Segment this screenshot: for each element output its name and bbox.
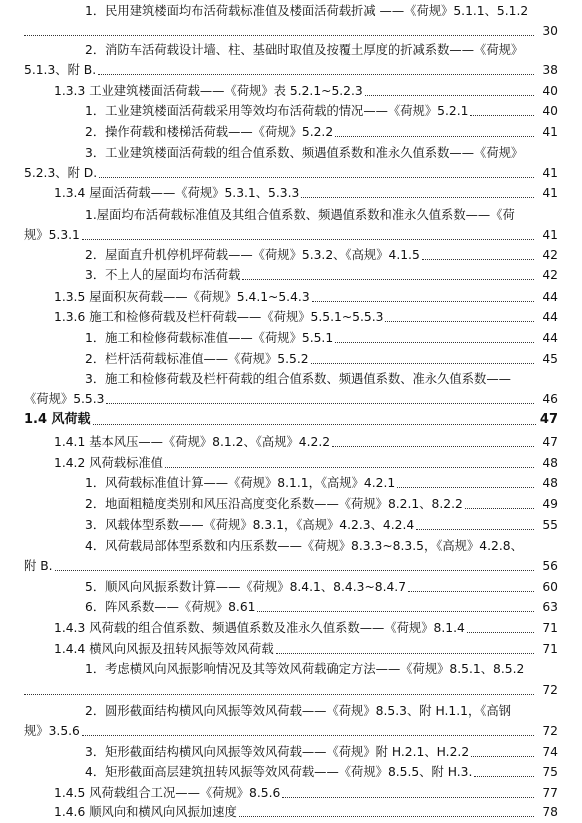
toc-page-number: 42: [542, 268, 558, 282]
toc-entry-text: 1.3.5 屋面积灰荷载——《荷规》5.4.1~5.4.3: [54, 290, 310, 304]
dot-leader: [82, 735, 534, 736]
dot-leader: [365, 95, 534, 96]
toc-entry-text: 2．屋面直升机停机坪荷载——《荷规》5.3.2、《高规》4.1.5: [85, 248, 420, 262]
dot-leader: [311, 363, 534, 364]
toc-entry-text: 1．工业建筑楼面活荷载采用等效均布活荷载的情况——《荷规》5.2.1: [85, 104, 469, 118]
dot-leader: [465, 508, 534, 509]
dot-leader: [471, 756, 534, 757]
toc-entry-text: 3．风载体型系数——《荷规》8.3.1，《高规》4.2.3、4.2.4: [85, 518, 415, 532]
toc-entry-text: 3．工业建筑楼面活荷载的组合值系数、频遇值系数和准永久值系数——《荷规》: [85, 146, 524, 160]
toc-entry-text: 2．地面粗糙度类别和风压沿高度变化系数——《荷规》8.2.1、8.2.2: [85, 497, 463, 511]
toc-entry[interactable]: [0, 306, 582, 328]
toc-entry[interactable]: [0, 182, 582, 204]
toc-page-number: 72: [542, 683, 558, 697]
toc-entry[interactable]: [0, 761, 582, 783]
dot-leader: [335, 136, 534, 137]
toc-entry[interactable]: [0, 638, 582, 660]
toc-entry[interactable]: [0, 0, 582, 22]
toc-entry-text: 2．操作荷载和楼梯活荷载——《荷规》5.2.2: [85, 125, 334, 139]
toc-page-number: 41: [542, 228, 558, 242]
toc-entry-text: 1.4.6 顺风向和横风向风振加速度: [54, 805, 237, 819]
toc-page-number: 55: [542, 518, 558, 532]
dot-leader: [312, 301, 534, 302]
toc-entry-text: 1．施工和检修荷载标准值——《荷规》5.5.1: [85, 331, 334, 345]
toc-entry[interactable]: [0, 264, 582, 286]
dot-leader: [257, 611, 534, 612]
dot-leader: [385, 321, 534, 322]
dot-leader: [416, 529, 534, 530]
toc-entry-cont[interactable]: [0, 224, 582, 246]
toc-page-number: 38: [542, 63, 558, 77]
toc-page-number: 74: [542, 745, 558, 759]
toc-entry-text: 6．阵风系数——《荷规》8.61: [85, 600, 256, 614]
toc-entry-text: 1.3.3 工业建筑楼面活荷载——《荷规》表 5.2.1~5.2.3: [54, 84, 363, 98]
toc-entry-text: 1.4.1 基本风压——《荷规》8.1.2、《高规》4.2.2: [54, 435, 331, 449]
toc-entry[interactable]: [0, 700, 582, 722]
toc-page-number: 44: [542, 290, 558, 304]
toc-entry-text: 1.4.5 风荷载组合工况——《荷规》8.5.6: [54, 786, 281, 800]
dot-leader: [242, 279, 534, 280]
toc-page-number: 44: [542, 331, 558, 345]
toc-page-number: 30: [542, 24, 558, 38]
dot-leader: [93, 424, 536, 425]
toc-section-heading[interactable]: [0, 409, 582, 431]
toc-entry-text: 1．考虑横风向风振影响情况及其等效风荷载确定方法——《荷规》8.5.1、8.5.2: [85, 662, 525, 676]
toc-page-number: 49: [542, 497, 558, 511]
toc-page-number: 71: [542, 642, 558, 656]
dot-leader: [470, 115, 534, 116]
toc-entry-text: 1．民用建筑楼面均布活荷载标准值及楼面活荷载折减 ——《荷规》5.1.1、5.1.2: [85, 4, 529, 18]
toc-entry[interactable]: [0, 493, 582, 515]
dot-leader: [474, 776, 534, 777]
toc-entry-text: 1.4.4 横风向风振及扭转风振等效风荷载: [54, 642, 274, 656]
toc-entry-cont[interactable]: [0, 59, 582, 81]
toc-entry-text: 2．圆形截面结构横风向风振等效风荷载——《荷规》8.5.3、附 H.1.1，《高钢: [85, 704, 511, 718]
toc-entry-text: 1.4.3 风荷载的组合值系数、频遇值系数及准永久值系数——《荷规》8.1.4: [54, 621, 465, 635]
dot-leader: [55, 570, 534, 571]
dot-leader: [239, 816, 534, 817]
toc-entry[interactable]: [0, 472, 582, 494]
dot-leader: [397, 487, 534, 488]
dot-leader: [165, 467, 534, 468]
toc-page-number: 46: [542, 392, 558, 406]
dot-leader: [276, 653, 534, 654]
toc-entry-text: 1.3.4 屋面活荷载——《荷规》5.3.1、5.3.3: [54, 186, 300, 200]
toc-page-number: 40: [542, 84, 558, 98]
toc-entry[interactable]: [0, 244, 582, 266]
toc-entry[interactable]: [0, 452, 582, 474]
toc-entry-text: 规》3.5.6: [24, 724, 80, 738]
toc-entry-cont[interactable]: [0, 162, 582, 184]
toc-entry[interactable]: [0, 80, 582, 102]
toc-page-number: 42: [542, 248, 558, 262]
dot-leader: [422, 259, 534, 260]
dot-leader: [24, 694, 534, 695]
toc-entry-text: 5.1.3、附 B.: [24, 63, 97, 77]
toc-page-number: 77: [542, 786, 558, 800]
dot-leader: [98, 74, 534, 75]
toc-entry-text: 5．顺风向风振系数计算——《荷规》8.4.1、8.4.3~8.4.7: [85, 580, 407, 594]
toc-entry[interactable]: [0, 327, 582, 349]
toc-entry-text: 规》5.3.1: [24, 228, 80, 242]
dot-leader: [99, 177, 534, 178]
toc-entry[interactable]: [0, 801, 582, 823]
toc-entry[interactable]: [0, 596, 582, 618]
toc-entry[interactable]: [0, 576, 582, 598]
dot-leader: [332, 446, 534, 447]
toc-entry[interactable]: [0, 368, 582, 390]
dot-leader: [24, 35, 534, 36]
toc-entry-text: 4．矩形截面高层建筑扭转风振等效风荷载——《荷规》8.5.5、附 H.3.: [85, 765, 473, 779]
toc-page-number: 45: [542, 352, 558, 366]
toc-page-number: 41: [542, 166, 558, 180]
toc-entry-text: 3．施工和检修荷载及栏杆荷载的组合值系数、频遇值系数、准永久值系数——: [85, 372, 511, 386]
toc-entry[interactable]: [0, 204, 582, 226]
toc-entry[interactable]: [0, 514, 582, 536]
toc-page-number: 48: [542, 456, 558, 470]
toc-entry-text: 3．矩形截面结构横风向风振等效风荷载——《荷规》附 H.2.1、H.2.2: [85, 745, 470, 759]
toc-page-number: 72: [542, 724, 558, 738]
toc-entry[interactable]: [0, 658, 582, 680]
toc-page-number: 47: [539, 412, 558, 427]
toc-page-number: 78: [542, 805, 558, 819]
dot-leader: [106, 403, 534, 404]
toc-entry-cont[interactable]: [0, 555, 582, 577]
dot-leader: [408, 591, 534, 592]
toc-entry-text: 《荷规》5.5.3: [24, 392, 105, 406]
toc-entry-text: 5.2.3、附 D.: [24, 166, 98, 180]
toc-entry-text: 2．栏杆活荷载标准值——《荷规》5.5.2: [85, 352, 309, 366]
toc-entry[interactable]: [0, 286, 582, 308]
toc-entry-text: 1.屋面均布活荷载标准值及其组合值系数、频遇值系数和准永久值系数——《荷: [85, 208, 515, 222]
dot-leader: [82, 239, 534, 240]
toc-page-number: 56: [542, 559, 558, 573]
toc-page-number: 48: [542, 476, 558, 490]
toc-page-number: 41: [542, 125, 558, 139]
toc-page-number: 44: [542, 310, 558, 324]
toc-entry[interactable]: [0, 431, 582, 453]
dot-leader: [301, 197, 534, 198]
toc-entry[interactable]: [0, 100, 582, 122]
toc-entry-cont[interactable]: [0, 388, 582, 410]
toc-entry[interactable]: [0, 142, 582, 164]
toc-entry-text: 1．风荷载标准值计算——《荷规》8.1.1，《高规》4.2.1: [85, 476, 396, 490]
toc-entry-text: 1.4.2 风荷载标准值: [54, 456, 163, 470]
toc-entry-text: 附 B.: [24, 559, 53, 573]
toc-page-number: 40: [542, 104, 558, 118]
toc-entry-cont[interactable]: [0, 679, 582, 701]
toc-page-number: 63: [542, 600, 558, 614]
toc-entry[interactable]: [0, 348, 582, 370]
toc-page-number: 47: [542, 435, 558, 449]
toc-entry-text: 4．风荷载局部体型系数和内压系数——《荷规》8.3.3~8.3.5，《高规》4.2.8、: [85, 539, 523, 553]
toc-entry-text: 1.4 风荷载: [24, 412, 91, 427]
toc-page-number: 60: [542, 580, 558, 594]
toc-entry-text: 3．不上人的屋面均布活荷载: [85, 268, 241, 282]
toc-page-number: 75: [542, 765, 558, 779]
toc-entry-text: 1.3.6 施工和检修荷载及栏杆荷载——《荷规》5.5.1~5.5.3: [54, 310, 384, 324]
toc-entry[interactable]: [0, 121, 582, 143]
toc-entry[interactable]: [0, 617, 582, 639]
dot-leader: [282, 797, 534, 798]
toc-page-number: 71: [542, 621, 558, 635]
toc-page-number: 41: [542, 186, 558, 200]
dot-leader: [335, 342, 534, 343]
toc-entry-text: 2．消防车活荷载设计墙、柱、基础时取值及按覆土厚度的折减系数——《荷规》: [85, 43, 524, 57]
dot-leader: [467, 632, 534, 633]
toc-entry-cont[interactable]: [0, 720, 582, 742]
toc-entry[interactable]: [0, 535, 582, 557]
toc-entry[interactable]: [0, 39, 582, 61]
toc-entry[interactable]: [0, 741, 582, 763]
